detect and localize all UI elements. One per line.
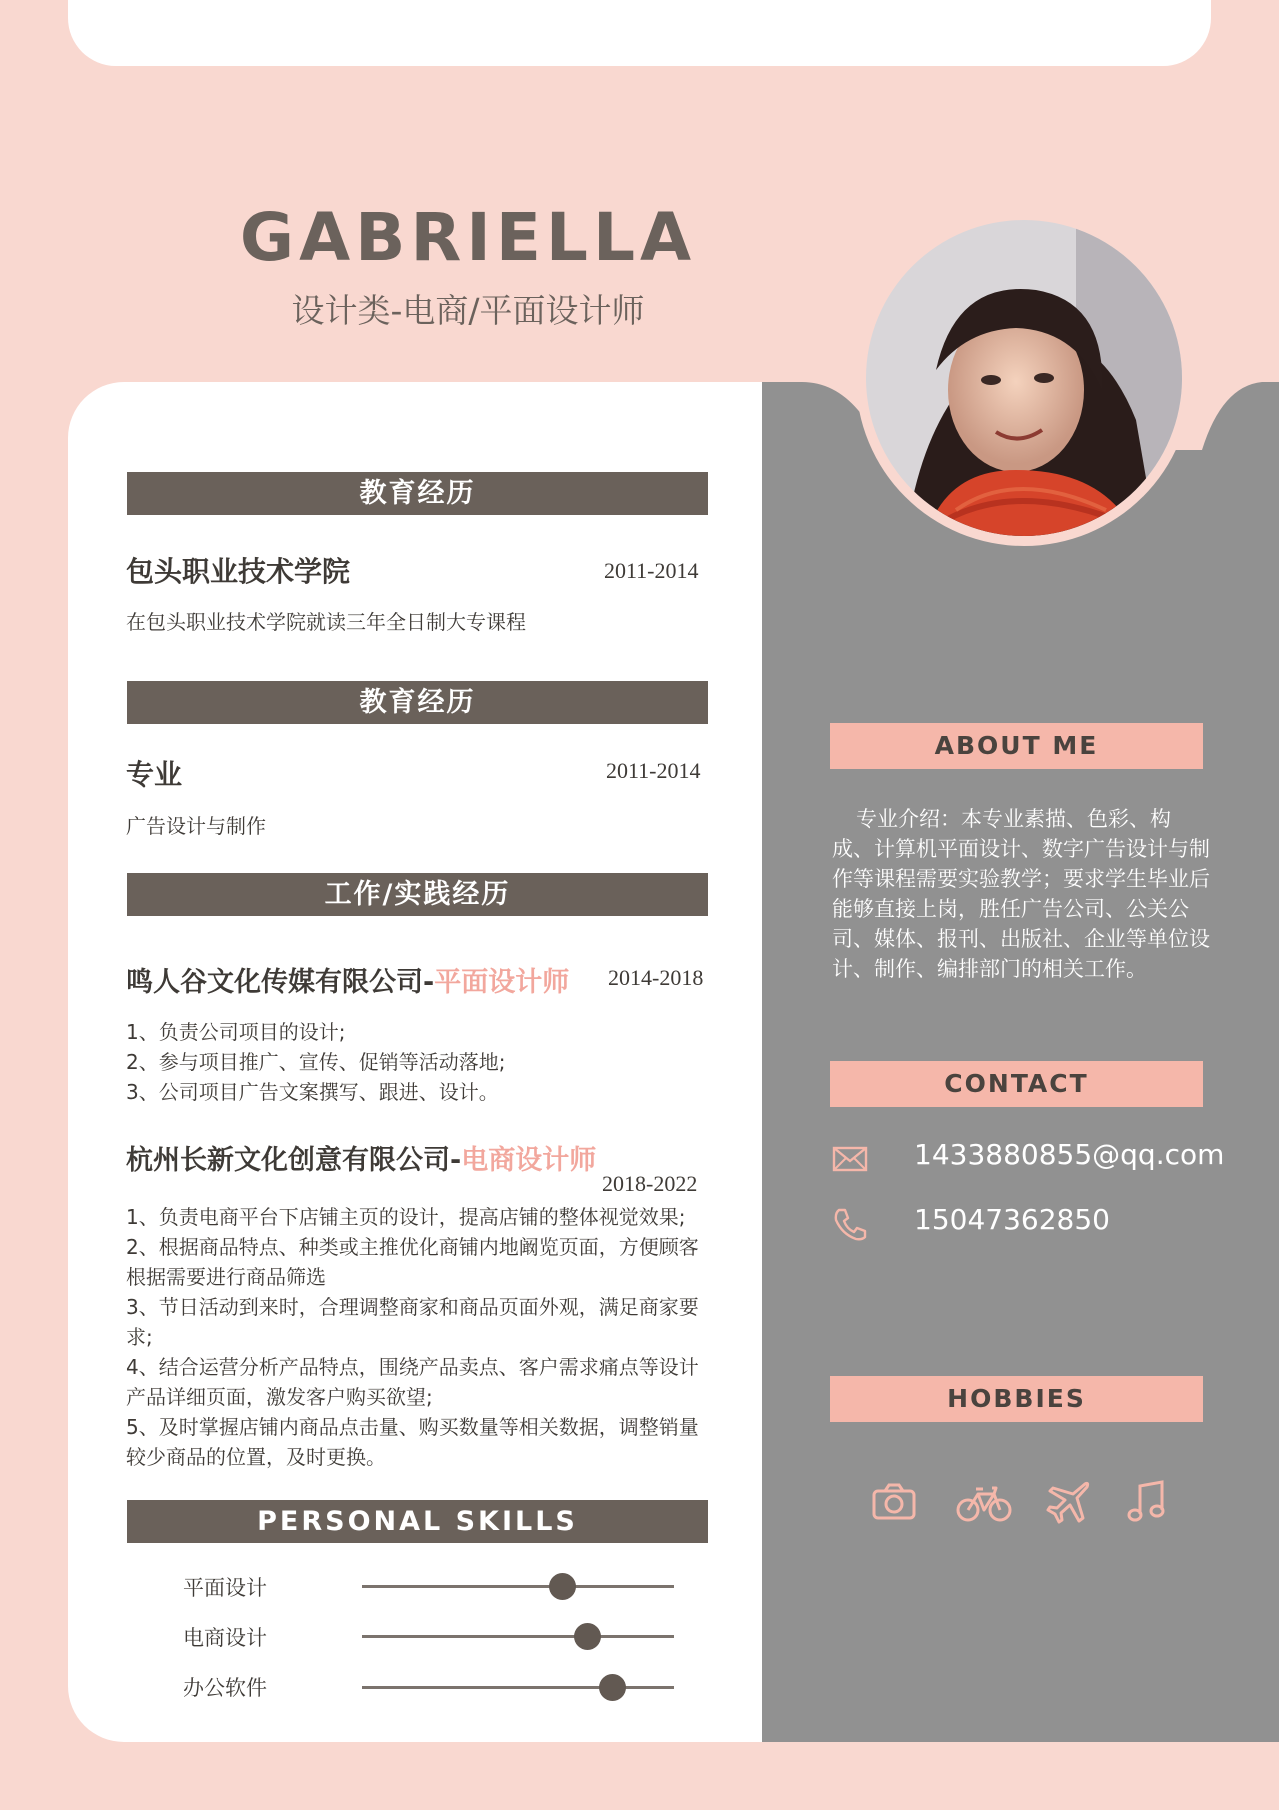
list-item: 3、节日活动到来时，合理调整商家和商品页面外观，满足商家要求; xyxy=(126,1295,699,1349)
job-2-duties xyxy=(126,1202,716,1472)
list-item: 2、根据商品特点、种类或主推优化商铺内地阚览页面，方便顾客根据需要进行商品筛选 xyxy=(126,1235,699,1289)
camera-icon xyxy=(870,1478,918,1526)
skill-level-dot xyxy=(599,1674,626,1701)
section-heading-education: 教育经历 xyxy=(127,472,708,515)
list-item: 3、公司项目广告文案撰写、跟进、设计。 xyxy=(126,1080,499,1104)
phone-value[interactable]: 15047362850 xyxy=(914,1203,1110,1236)
airplane-icon xyxy=(1045,1478,1093,1526)
list-item: 5、及时掌握店铺内商品点击量、购买数量等相关数据，调整销量较少商品的位置，及时更换。 xyxy=(126,1415,699,1469)
list-item: 1、负责电商平台下店铺主页的设计，提高店铺的整体视觉效果; xyxy=(126,1205,686,1229)
list-item: 1、负责公司项目的设计; xyxy=(126,1020,346,1044)
job-2-years: 2018-2022 xyxy=(602,1171,698,1196)
resume-subtitle: 设计类-电商/平面设计师 xyxy=(291,291,645,330)
education-description: 在包头职业技术学院就读三年全日制大专课程 xyxy=(126,610,526,634)
skill-label: 办公软件 xyxy=(183,1676,267,1700)
skill-track xyxy=(362,1686,674,1689)
job-1-duties xyxy=(126,1017,716,1107)
skill-label: 平面设计 xyxy=(183,1576,267,1600)
list-item: 2、参与项目推广、宣传、促销等活动落地; xyxy=(126,1050,506,1074)
major-years: 2011-2014 xyxy=(606,758,701,783)
phone-icon xyxy=(832,1207,868,1241)
about-text: 专业介绍：本专业素描、色彩、构成、计算机平面设计、数字广告设计与制作等课程需要实验教学；要求学生毕业后能够直接上岗，胜任广告公司、公关公司、媒体、报刊、出版社、企业等单位设计、制作、编排部门的相关工作。 xyxy=(832,807,1210,981)
section-heading-hobbies: HOBBIES xyxy=(830,1376,1203,1422)
section-heading-contact: CONTACT xyxy=(830,1061,1203,1107)
list-item: 4、结合运营分析产品特点，围绕产品卖点、客户需求痛点等设计产品详细页面，激发客户购买欲望; xyxy=(126,1355,699,1409)
profile-photo xyxy=(866,220,1182,536)
envelope-icon xyxy=(832,1142,868,1176)
skill-level-dot xyxy=(574,1623,601,1650)
top-card xyxy=(68,0,1211,66)
skill-track xyxy=(362,1585,674,1588)
education-years: 2011-2014 xyxy=(604,558,699,583)
job-2-role: 电商设计师 xyxy=(461,1145,597,1176)
section-heading-work: 工作/实践经历 xyxy=(127,873,708,916)
job-2-company: 杭州长新文化创意有限公司-电商设计师 xyxy=(126,1145,597,1176)
resume-name: GABRIELLA xyxy=(239,199,697,276)
skill-label: 电商设计 xyxy=(183,1626,267,1650)
section-heading-skills: PERSONAL SKILLS xyxy=(127,1500,708,1543)
email-value[interactable]: 1433880855@qq.com xyxy=(914,1138,1225,1171)
skill-level-dot xyxy=(549,1573,576,1600)
skill-track xyxy=(362,1635,674,1638)
music-note-icon xyxy=(1124,1478,1172,1526)
section-heading-major: 教育经历 xyxy=(127,681,708,724)
job-1-years: 2014-2018 xyxy=(608,965,704,990)
major-label: 专业 xyxy=(126,758,183,791)
school-name: 包头职业技术学院 xyxy=(126,555,351,588)
section-heading-about: ABOUT ME xyxy=(830,723,1203,769)
bicycle-icon xyxy=(956,1478,1012,1526)
major-description: 广告设计与制作 xyxy=(126,814,266,838)
job-1-company: 鸣人谷文化传媒有限公司-平面设计师 xyxy=(126,967,570,998)
job-1-role: 平面设计师 xyxy=(434,967,570,998)
